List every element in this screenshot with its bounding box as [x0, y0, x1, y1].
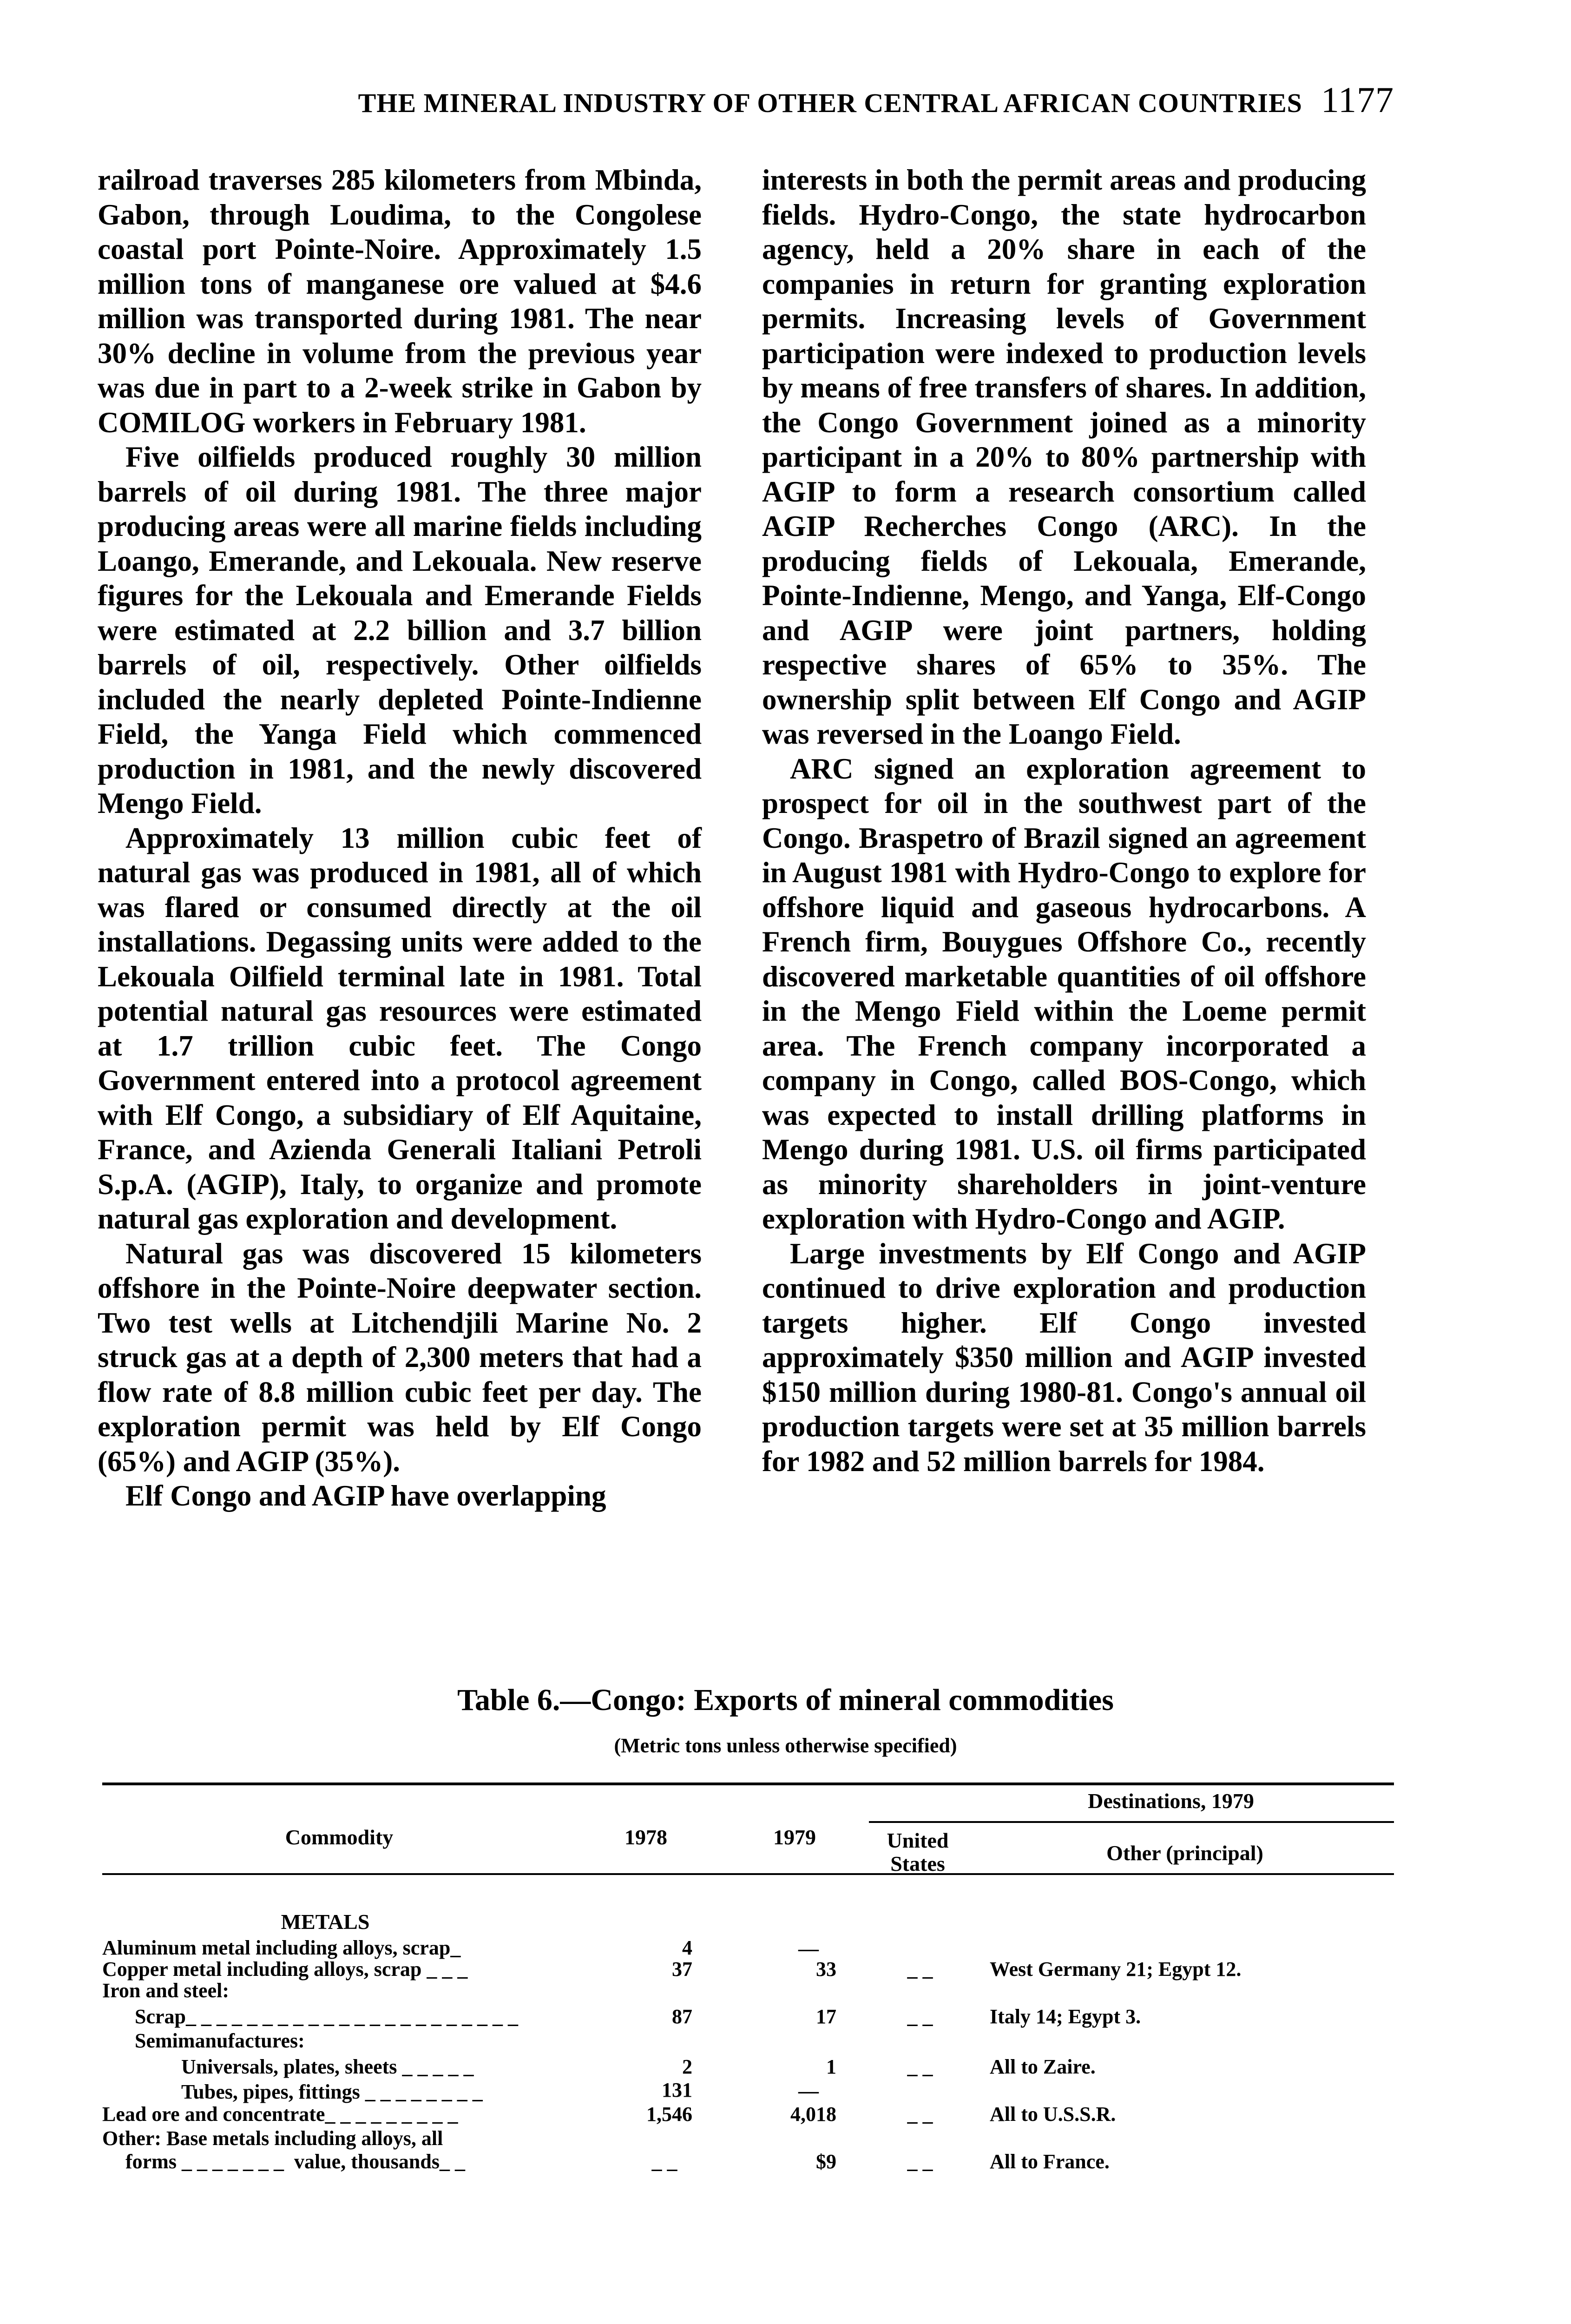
value-other: Italy 14; Egypt 3.: [990, 2005, 1141, 2028]
row-label: Scrap_ _ _ _ _ _ _ _ _ _ _ _ _ _ _ _ _ _ _ _ _ _: [135, 2005, 518, 2028]
paragraph: Approximately 13 million cubic feet of natural gas was produced in 1981, all of which was flared or consumed directly at the oil installations. Degassing units were added to the Lekouala Oilfield terminal late in 1981. Total potential natural gas resources were estimated at 1.7 trillion cubic feet. The Congo Government entered into a protocol agreement with Elf Congo, a subsidiary of Elf Aquitaine, France, and Azienda Generali Italiani Petroli S.p.A. (AGIP), Italy, to organize and promote natural gas exploration and development.: [98, 821, 702, 1235]
header-other: Other (principal): [1106, 1841, 1263, 1865]
value-other: West Germany 21; Egypt 12.: [990, 1958, 1242, 1981]
header-1978: 1978: [624, 1825, 667, 1849]
paragraph: Natural gas was discovered 15 kilometers offshore in the Pointe-Noire deepwater section. Two test wells at Litchendjili Marine No. 2 struck gas at a depth of 2,300 meters that had a flow rate of 8.8 million cubic feet per day. The exploration permit was held by Elf Congo (65%) and AGIP (35%).: [98, 1237, 702, 1478]
paragraph: ARC signed an exploration agreement to prospect for oil in the southwest part of the Congo. Braspetro of Brazil signed an agreement in August 1981 with Hydro-Congo to explore for offshore liquid and gaseous hydrocarbons. A French firm, Bouygues Offshore Co., recently discovered marketable quantities of oil offshore in the Mengo Field within the Loeme permit area. The French company incorporated a company in Congo, called BOS-Congo, which was expected to install drilling platforms in Mengo during 1981. U.S. oil firms participated as minority shareholders in joint-venture exploration with Hydro-Congo and AGIP.: [762, 752, 1366, 1235]
row-label: Iron and steel:: [102, 1979, 229, 2002]
paragraph: Elf Congo and AGIP have overlapping: [125, 1479, 606, 1512]
row-label: Aluminum metal including alloys, scrap_: [102, 1936, 461, 1959]
value-1978: 131: [662, 2079, 692, 2101]
header-destinations: Destinations, 1979: [1088, 1789, 1254, 1813]
row-label: Semimanufactures:: [135, 2029, 305, 2052]
row-label: forms _ _ _ _ _ _ _ value, thousands_ _: [125, 2150, 465, 2173]
section-metals: METALS: [281, 1910, 370, 1934]
header-bottom-rule: [102, 1873, 1394, 1875]
value-1979: 1: [826, 2055, 836, 2078]
table-subtitle: (Metric tons unless otherwise specified): [614, 1734, 957, 1757]
value-1978: 2: [682, 2055, 692, 2078]
value-other: All to France.: [990, 2150, 1110, 2173]
running-head: [177, 79, 1394, 121]
value-1979: —: [798, 1937, 819, 1960]
row-label: Universals, plates, sheets _ _ _ _ _: [181, 2055, 474, 2078]
table-top-rule: [102, 1783, 1394, 1785]
destinations-rule: [869, 1821, 1394, 1823]
table-title: Table 6.—Congo: Exports of mineral commodities: [457, 1683, 1114, 1717]
paragraph: interests in both the permit areas and producing fields. Hydro-Congo, the state hydrocarbon agency, held a 20% share in each of the companies in return for granting exploration permits. Increasing levels of Government participation were indexed to production levels by means of free transfers of shares. In addition, the Congo Government joined as a minority participant in a 20% to 80% partnership with AGIP to form a research consortium called AGIP Recherches Congo (ARC). In the producing fields of Lekouala, Emerande, Pointe-Indienne, Mengo, and Yanga, Elf-Congo and AGIP were joint partners, holding respective shares of 65% to 35%. The ownership split between Elf Congo and AGIP was reversed in the Loango Field.: [762, 164, 1366, 750]
value-united-states: _ _: [907, 2150, 933, 2173]
value-other: All to Zaire.: [990, 2055, 1096, 2078]
row-label: Other: Base metals including alloys, all: [102, 2127, 443, 2150]
paragraph: Five oilfields produced roughly 30 million barrels of oil during 1981. The three major producing areas were all marine fields including Loango, Emerande, and Lekouala. New reserve figures for the Lekouala and Emerande Fields were estimated at 2.2 billion and 3.7 billion barrels of oil, respectively. Other oilfields included the nearly depleted Pointe-Indienne Field, the Yanga Field which commenced production in 1981, and the newly discovered Mengo Field.: [98, 441, 702, 819]
row-label: Tubes, pipes, fittings _ _ _ _ _ _ _ _: [181, 2080, 483, 2103]
paragraph: railroad traverses 285 kilometers from Mbinda, Gabon, through Loudima, to the Congolese coastal port Pointe-Noire. Approximately 1.5 million tons of manganese ore valued at $4.6 million was transported during 1981. The near 30% decline in volume from the previous year was due in part to a 2-week strike in Gabon by COMILOG workers in February 1981.: [98, 164, 702, 439]
left-column: [98, 163, 702, 1513]
value-united-states: _ _: [907, 2103, 933, 2126]
value-1978: 37: [672, 1958, 692, 1981]
page-number: 1177: [1321, 79, 1394, 120]
value-1978: 87: [672, 2005, 692, 2028]
value-united-states: _ _: [907, 2005, 933, 2028]
value-other: All to U.S.S.R.: [990, 2103, 1116, 2126]
value-1979: 33: [816, 1958, 836, 1981]
paragraph: Large investments by Elf Congo and AGIP continued to drive exploration and production targets higher. Elf Congo invested approximately $350 million and AGIP invested $150 million during 1980-81. Congo's annual oil production targets were set at 35 million barrels for 1982 and 52 million barrels for 1984.: [762, 1237, 1366, 1478]
value-united-states: _ _: [907, 2055, 933, 2078]
row-label: Copper metal including alloys, scrap _ _ _: [102, 1958, 468, 1981]
header-united-states: United States: [887, 1829, 949, 1875]
value-1978: 1,546: [646, 2103, 692, 2126]
header-commodity: Commodity: [285, 1825, 394, 1849]
header-1979: 1979: [773, 1825, 816, 1849]
value-1979: 4,018: [790, 2103, 836, 2126]
value-1978: 4: [682, 1936, 692, 1959]
right-column: [762, 163, 1366, 1479]
value-1979: 17: [816, 2005, 836, 2028]
row-label: Lead ore and concentrate_ _ _ _ _ _ _ _ _: [102, 2103, 458, 2126]
value-1979: $9: [816, 2150, 836, 2173]
value-1978: _ _: [651, 2150, 677, 2173]
value-1979: —: [798, 2080, 819, 2102]
running-head-title: THE MINERAL INDUSTRY OF OTHER CENTRAL AFRICAN COUNTRIES: [358, 88, 1302, 118]
value-united-states: _ _: [907, 1958, 933, 1981]
